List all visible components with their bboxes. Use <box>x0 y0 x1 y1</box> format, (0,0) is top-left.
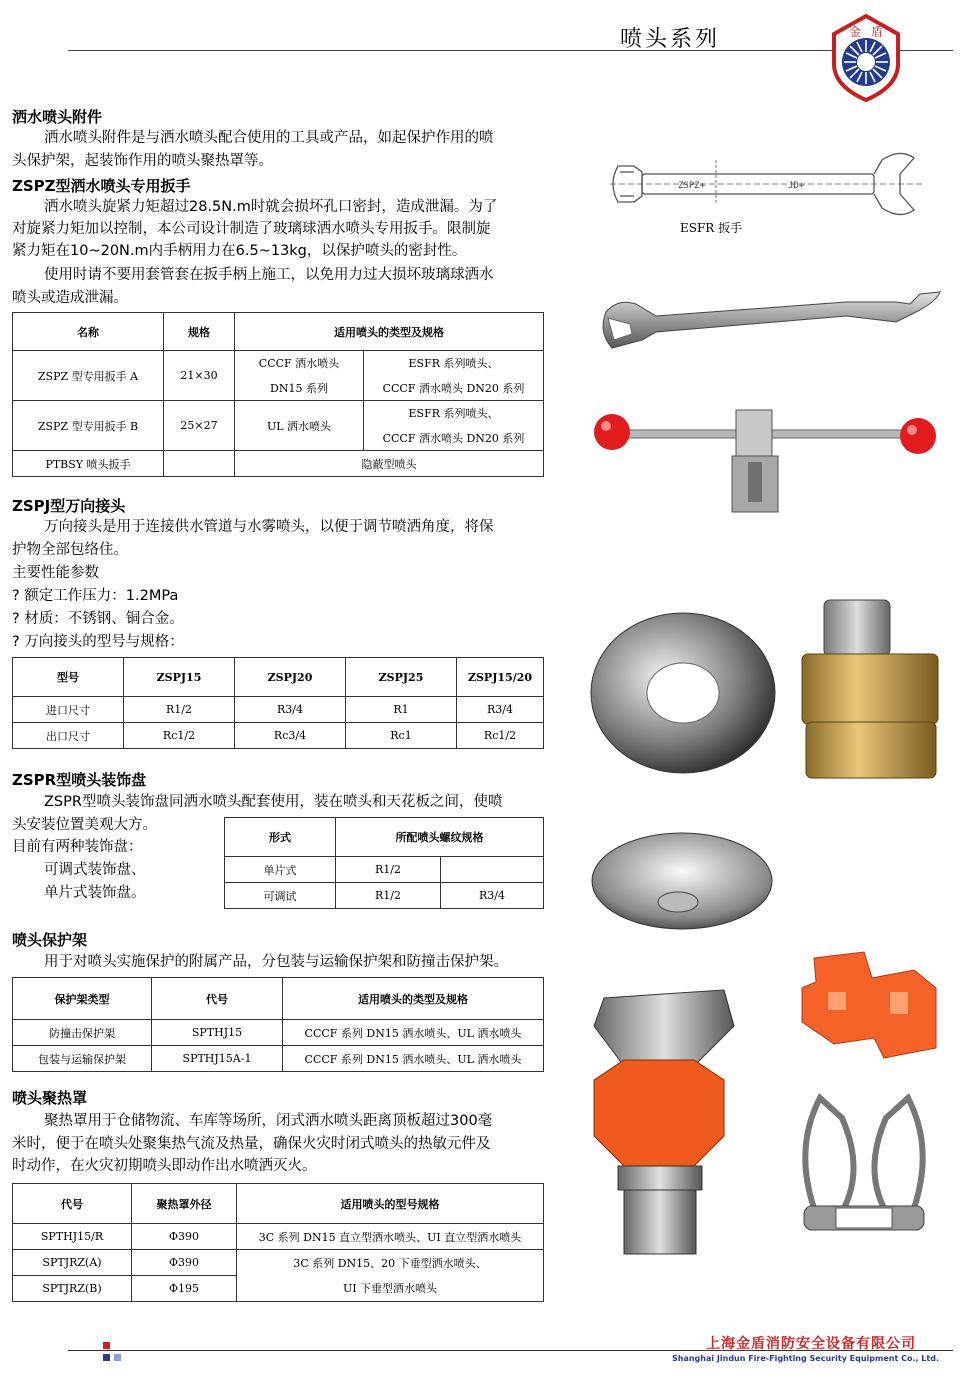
header-rule <box>68 50 953 51</box>
s4-line-1: ZSPR型喷头装饰盘同洒水喷头配套使用，装在喷头和天花板之间，使喷 <box>44 794 503 810</box>
company-logo <box>830 12 902 102</box>
s6-line-1: 聚热罩用于仓储物流、车库等场所，闭式洒水喷头距离顶板超过300毫 <box>44 1113 493 1129</box>
cell: 3C 系列 DN15 直立型洒水喷头、UI 直立型洒水喷头 <box>237 1224 544 1250</box>
cell: SPTHJ15/R <box>13 1224 132 1250</box>
wrench-mark-1: ZSPZ+ <box>678 181 706 191</box>
cell <box>164 451 235 477</box>
cell: CCCF 系列 DN15 洒水喷头、UL 洒水喷头 <box>283 1046 544 1072</box>
cell: R1/2 <box>336 883 441 909</box>
cell: Rc1 <box>346 723 457 749</box>
s2-line-5: 喷头或造成泄漏。 <box>12 290 128 306</box>
universal-joint-photo <box>796 598 946 780</box>
th: 形式 <box>225 818 336 857</box>
s2-line-4: 使用时请不要用套管套在扳手柄上施工，以免用力过大损坏玻璃球洒水 <box>44 267 494 283</box>
s3-title: ZSPJ型万向接头 <box>12 497 126 515</box>
s3-line-2: 护物全部包络住。 <box>12 542 128 558</box>
th: 聚热罩外径 <box>132 1184 237 1224</box>
footer-rule <box>68 1350 953 1351</box>
cell: SPTJRZ(B) <box>13 1276 132 1302</box>
collector-table <box>12 1183 544 1302</box>
s2-line-2: 对旋紧力矩加以控制，本公司设计制造了玻璃球洒水喷头专用扳手。限制旋 <box>12 221 491 237</box>
cell: 包装与运输保护架 <box>13 1046 152 1072</box>
cell: Φ390 <box>132 1250 237 1276</box>
cell: Rc1/2 <box>124 723 235 749</box>
cell: R3/4 <box>235 697 346 723</box>
cell: CCCF 系列 DN15 洒水喷头、UL 洒水喷头 <box>283 1020 544 1046</box>
cell: PTBSY 喷头扳手 <box>13 451 164 477</box>
s2-line-1: 洒水喷头旋紧力矩超过28.5N.m时就会损坏孔口密封，造成泄漏。为了 <box>44 199 498 215</box>
cell: R1 <box>346 697 457 723</box>
th: ZSPJ20 <box>235 658 346 697</box>
guard-table <box>12 977 544 1072</box>
th: ZSPJ25 <box>346 658 457 697</box>
cell: UI 下垂型洒水喷头 <box>237 1276 544 1302</box>
cell: 25×27 <box>164 401 235 451</box>
s6-line-2: 米时，便于在喷头处聚集热气流及热量，确保火灾时闭式喷头的热敏元件及 <box>12 1136 491 1152</box>
th: 代号 <box>13 1184 132 1224</box>
cell: ZSPZ 型专用扳手 B <box>13 401 164 451</box>
cell: UL 洒水喷头 <box>235 401 364 451</box>
cell: SPTHJ15A-1 <box>152 1046 283 1072</box>
cell: ZSPZ 型专用扳手 A <box>13 351 164 401</box>
cell: R3/4 <box>457 697 544 723</box>
cell: Rc3/4 <box>235 723 346 749</box>
plate-table <box>224 817 544 909</box>
cell: DN15 系列 <box>235 376 364 401</box>
s5-title: 喷头保护架 <box>12 931 88 949</box>
cell: Φ390 <box>132 1224 237 1250</box>
th: 保护架类型 <box>13 978 152 1020</box>
s2-line-3: 紧力矩在10~20N.m内手柄用力在6.5~13kg，以保护喷头的密封性。 <box>12 243 467 259</box>
cell: 进口尺寸 <box>13 697 124 723</box>
cell: SPTHJ15 <box>152 1020 283 1046</box>
s5-line-1: 用于对喷头实施保护的附属产品，分包装与运输保护架和防撞击保护架。 <box>44 954 508 970</box>
th: 适用喷头的类型及规格 <box>283 978 544 1020</box>
cell: R1/2 <box>124 697 235 723</box>
s1-title: 洒水喷头附件 <box>12 108 103 126</box>
cell: CCCF 洒水喷头 DN20 系列 <box>364 426 544 451</box>
cell: CCCF 洒水喷头 <box>235 351 364 376</box>
s1-line-1: 洒水喷头附件是与洒水喷头配合使用的工具或产品，如起保护作用的喷 <box>44 130 494 146</box>
th: ZSPJ15 <box>124 658 235 697</box>
sprinkler-with-guard-photo <box>584 986 744 1258</box>
heat-collector-cage-photo <box>784 1088 944 1248</box>
cell: 可调试 <box>225 883 336 909</box>
s2-title: ZSPZ型洒水喷头专用扳手 <box>12 177 191 195</box>
s6-title: 喷头聚热罩 <box>12 1089 88 1107</box>
adjustable-plate-photo <box>590 826 775 932</box>
footer-square-light <box>114 1354 121 1361</box>
logo-char-2: 盾 <box>871 25 884 39</box>
wrench-photo <box>596 282 946 372</box>
cell: ESFR 系列喷头、 <box>364 401 544 426</box>
s3-param-2: ? 材质：不锈钢、铜合金。 <box>12 611 184 627</box>
s4-line-4: 可调式装饰盘、 <box>44 862 146 878</box>
wrench-caption: ESFR 扳手 <box>680 221 743 235</box>
esfr-wrench-drawing <box>600 140 930 245</box>
s3-params-title: 主要性能参数 <box>12 565 99 581</box>
s3-param-1: ? 额定工作压力：1.2MPa <box>12 588 179 604</box>
cell: 单片式 <box>225 857 336 883</box>
cell: SPTJRZ(A) <box>13 1250 132 1276</box>
th: 型号 <box>13 658 124 697</box>
footer-square-blue <box>103 1354 110 1361</box>
cell: Φ195 <box>132 1276 237 1302</box>
cell <box>441 857 544 883</box>
cell: 出口尺寸 <box>13 723 124 749</box>
th: 所配喷头螺纹规格 <box>336 818 544 857</box>
s4-line-2: 头安装位置美观大方。 <box>12 817 157 833</box>
cell: ESFR 系列喷头、 <box>364 351 544 376</box>
s4-title: ZSPR型喷头装饰盘 <box>12 771 147 789</box>
cell: Rc1/2 <box>457 723 544 749</box>
page-title: 喷头系列 <box>620 27 721 52</box>
cell: R1/2 <box>336 857 441 883</box>
s4-line-3: 目前有两种装饰盘： <box>12 839 143 855</box>
th-applicable: 适用喷头的类型及规格 <box>235 313 544 351</box>
orange-guard-photo <box>794 948 944 1063</box>
s3-param-3: ? 万向接头的型号与规格： <box>12 634 184 650</box>
company-name-en: Shanghai Jindun Fire-Fighting Security Equipment Co., Ltd. <box>672 1354 939 1363</box>
th: 代号 <box>152 978 283 1020</box>
cell: 防撞击保护架 <box>13 1020 152 1046</box>
th-name: 名称 <box>13 313 164 351</box>
joint-table <box>12 657 544 749</box>
wrench-table <box>12 312 544 477</box>
cell: CCCF 洒水喷头 DN20 系列 <box>364 376 544 401</box>
th: ZSPJ15/20 <box>457 658 544 697</box>
decor-plate-photo <box>588 608 778 778</box>
s6-line-3: 时动作，在火灾初期喷头即动作出水喷洒灭火。 <box>12 1158 317 1174</box>
cell: 21×30 <box>164 351 235 401</box>
cell: 3C 系列 DN15、20 下垂型洒水喷头、 <box>237 1250 544 1276</box>
th-spec: 规格 <box>164 313 235 351</box>
s1-line-2: 头保护架，起装饰作用的喷头聚热罩等。 <box>12 153 273 169</box>
company-name-cn: 上海金盾消防安全设备有限公司 <box>706 1336 916 1352</box>
th: 适用喷头的型号规格 <box>237 1184 544 1224</box>
cell: R3/4 <box>441 883 544 909</box>
s3-line-1: 万向接头是用于连接供水管道与水雾喷头，以便于调节喷洒角度，将保 <box>44 519 494 535</box>
logo-char-1: 金 <box>849 25 862 39</box>
ptbsy-wrench-photo <box>586 400 946 520</box>
wrench-mark-2: JD+ <box>788 181 805 191</box>
s4-line-5: 单片式装饰盘。 <box>44 885 146 901</box>
cell: 隐蔽型喷头 <box>235 451 544 477</box>
footer-square-red <box>103 1342 110 1349</box>
